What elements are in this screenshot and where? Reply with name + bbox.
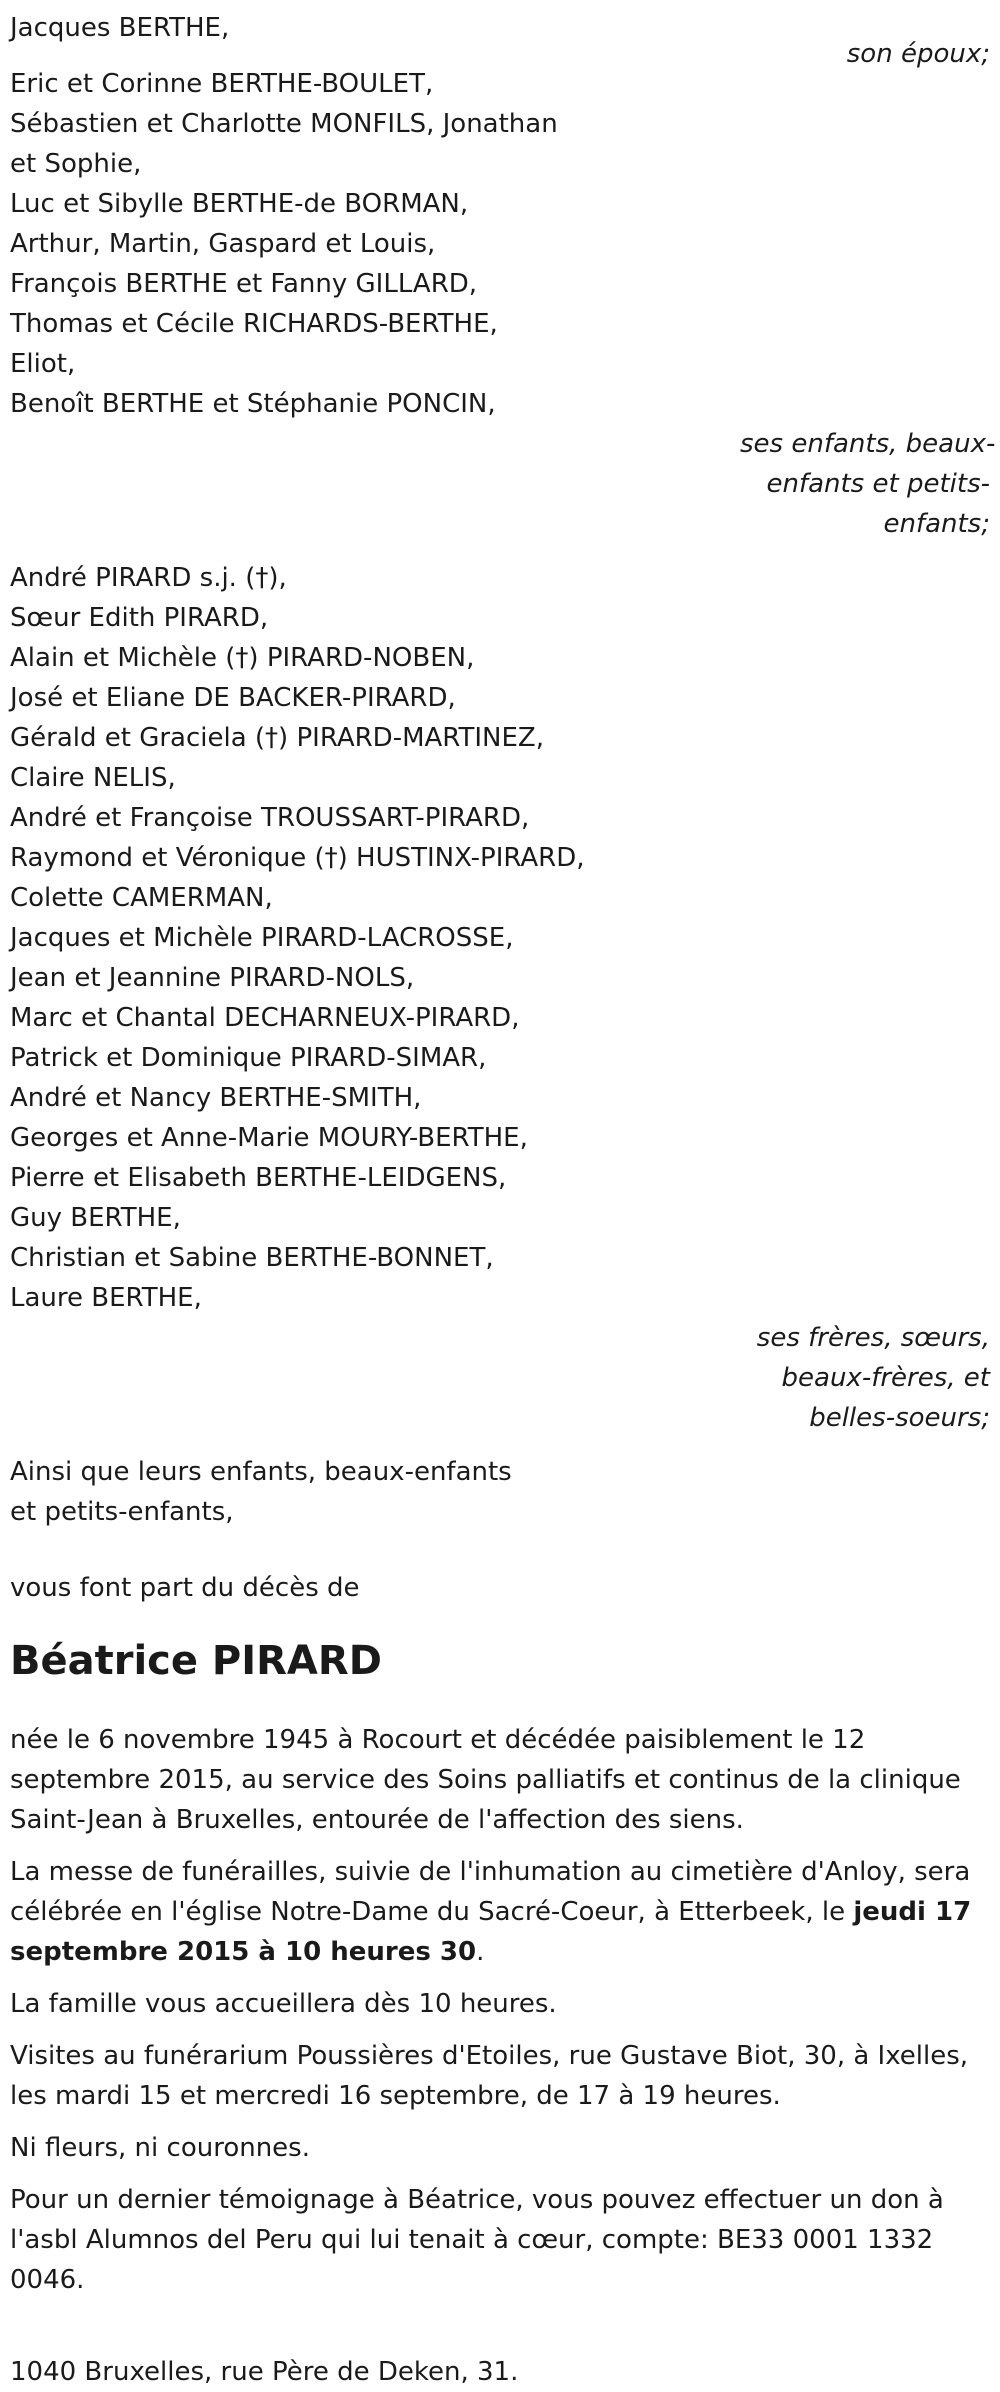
family-line: José et Eliane DE BACKER-PIRARD, [10,683,456,713]
role-line: enfants; [883,509,990,539]
family-line: Colette CAMERMAN, [10,883,273,913]
spouse-section [10,8,990,69]
siblings-section [10,558,990,1438]
details-section [10,1720,990,2300]
role-line: enfants et petits- [766,469,990,499]
funeral-paragraph [10,1852,990,1972]
family-line: Laure BERTHE, [10,1283,202,1313]
family-line: Christian et Sabine BERTHE-BONNET, [10,1243,494,1273]
role-line: ses frères, sœurs, [756,1323,990,1353]
family-line: Raymond et Véronique (†) HUSTINX-PIRARD, [10,843,585,873]
announcement-section [10,1568,990,1608]
siblings-role [740,1318,990,1438]
family-line: Sœur Edith PIRARD, [10,603,269,633]
deceased-name: Béatrice PIRARD [10,1638,382,1684]
siblings-names [10,558,650,1318]
role-line: belles-soeurs; [809,1403,990,1433]
role-line: ses enfants, beaux- [740,429,996,459]
family-line: et Sophie, [10,149,142,179]
family-line: Pierre et Elisabeth BERTHE-LEIDGENS, [10,1163,507,1193]
family-line: André PIRARD s.j. (†), [10,563,287,593]
funeral-end: . [476,1937,485,1967]
children-section [10,64,996,544]
children-names [10,64,650,424]
no-flowers-paragraph: Ni fleurs, ni couronnes. [10,2133,310,2163]
family-line: Eric et Corinne BERTHE-BOULET, [10,69,434,99]
family-line: Georges et Anne-Marie MOURY-BERTHE, [10,1123,528,1153]
descendants-line: et petits-enfants, [10,1497,234,1527]
descendants-section [10,1452,990,1532]
funeral-date: jeudi 17 septembre 2015 à 10 heures 30 [10,1897,972,1967]
address: 1040 Bruxelles, rue Père de Deken, 31. [10,2357,519,2387]
donation-paragraph: Pour un dernier témoignage à Béatrice, vous pouvez effectuer un don à l'asbl Alumnos del Peru qui lui tenait à cœur, compte: BE33 0001 1332 0046. [10,2185,944,2295]
family-line: Benoît BERTHE et Stéphanie PONCIN, [10,389,496,419]
family-line: Arthur, Martin, Gaspard et Louis, [10,229,436,259]
family-line: André et Nancy BERTHE-SMITH, [10,1083,422,1113]
family-line: Sébastien et Charlotte MONFILS, Jonathan [10,109,558,139]
spouse-name: Jacques BERTHE, [10,13,230,43]
funeral-intro: La messe de funérailles, suivie de l'inhumation au cimetière d'Anloy, sera célébrée en l'église Notre-Dame du Sacré-Coeur, à Etterbeek, le [10,1857,971,1927]
spouse-role: son époux; [846,39,990,69]
role-line: beaux-frères, et [781,1363,990,1393]
descendants-line: Ainsi que leurs enfants, beaux-enfants [10,1457,512,1487]
family-line: Luc et Sibylle BERTHE-de BORMAN, [10,189,469,219]
welcome-paragraph: La famille vous accueillera dès 10 heures. [10,1989,557,2019]
family-line: Gérald et Graciela (†) PIRARD-MARTINEZ, [10,723,544,753]
family-line: André et Françoise TROUSSART-PIRARD, [10,803,530,833]
birth-death-paragraph: née le 6 novembre 1945 à Rocourt et décédée paisiblement le 12 septembre 2015, au service des Soins palliatifs et continus de la clinique Saint-Jean à Bruxelles, entourée de l'affection des siens. [10,1725,961,1835]
children-role [740,424,996,544]
family-line: Guy BERTHE, [10,1203,181,1233]
family-line: Patrick et Dominique PIRARD-SIMAR, [10,1043,487,1073]
visits-paragraph: Visites au funérarium Poussières d'Etoiles, rue Gustave Biot, 30, à Ixelles, les mardi 15 et mercredi 16 septembre, de 17 à 19 heures. [10,2041,969,2111]
family-line: Jacques et Michèle PIRARD-LACROSSE, [10,923,514,953]
family-line: Alain et Michèle (†) PIRARD-NOBEN, [10,643,475,673]
family-line: Claire NELIS, [10,763,176,793]
family-line: Eliot, [10,349,76,379]
family-line: Thomas et Cécile RICHARDS-BERTHE, [10,309,498,339]
family-line: Marc et Chantal DECHARNEUX-PIRARD, [10,1003,520,1033]
announcement-text: vous font part du décès de [10,1573,360,1603]
family-line: Jean et Jeannine PIRARD-NOLS, [10,963,415,993]
family-line: François BERTHE et Fanny GILLARD, [10,269,478,299]
